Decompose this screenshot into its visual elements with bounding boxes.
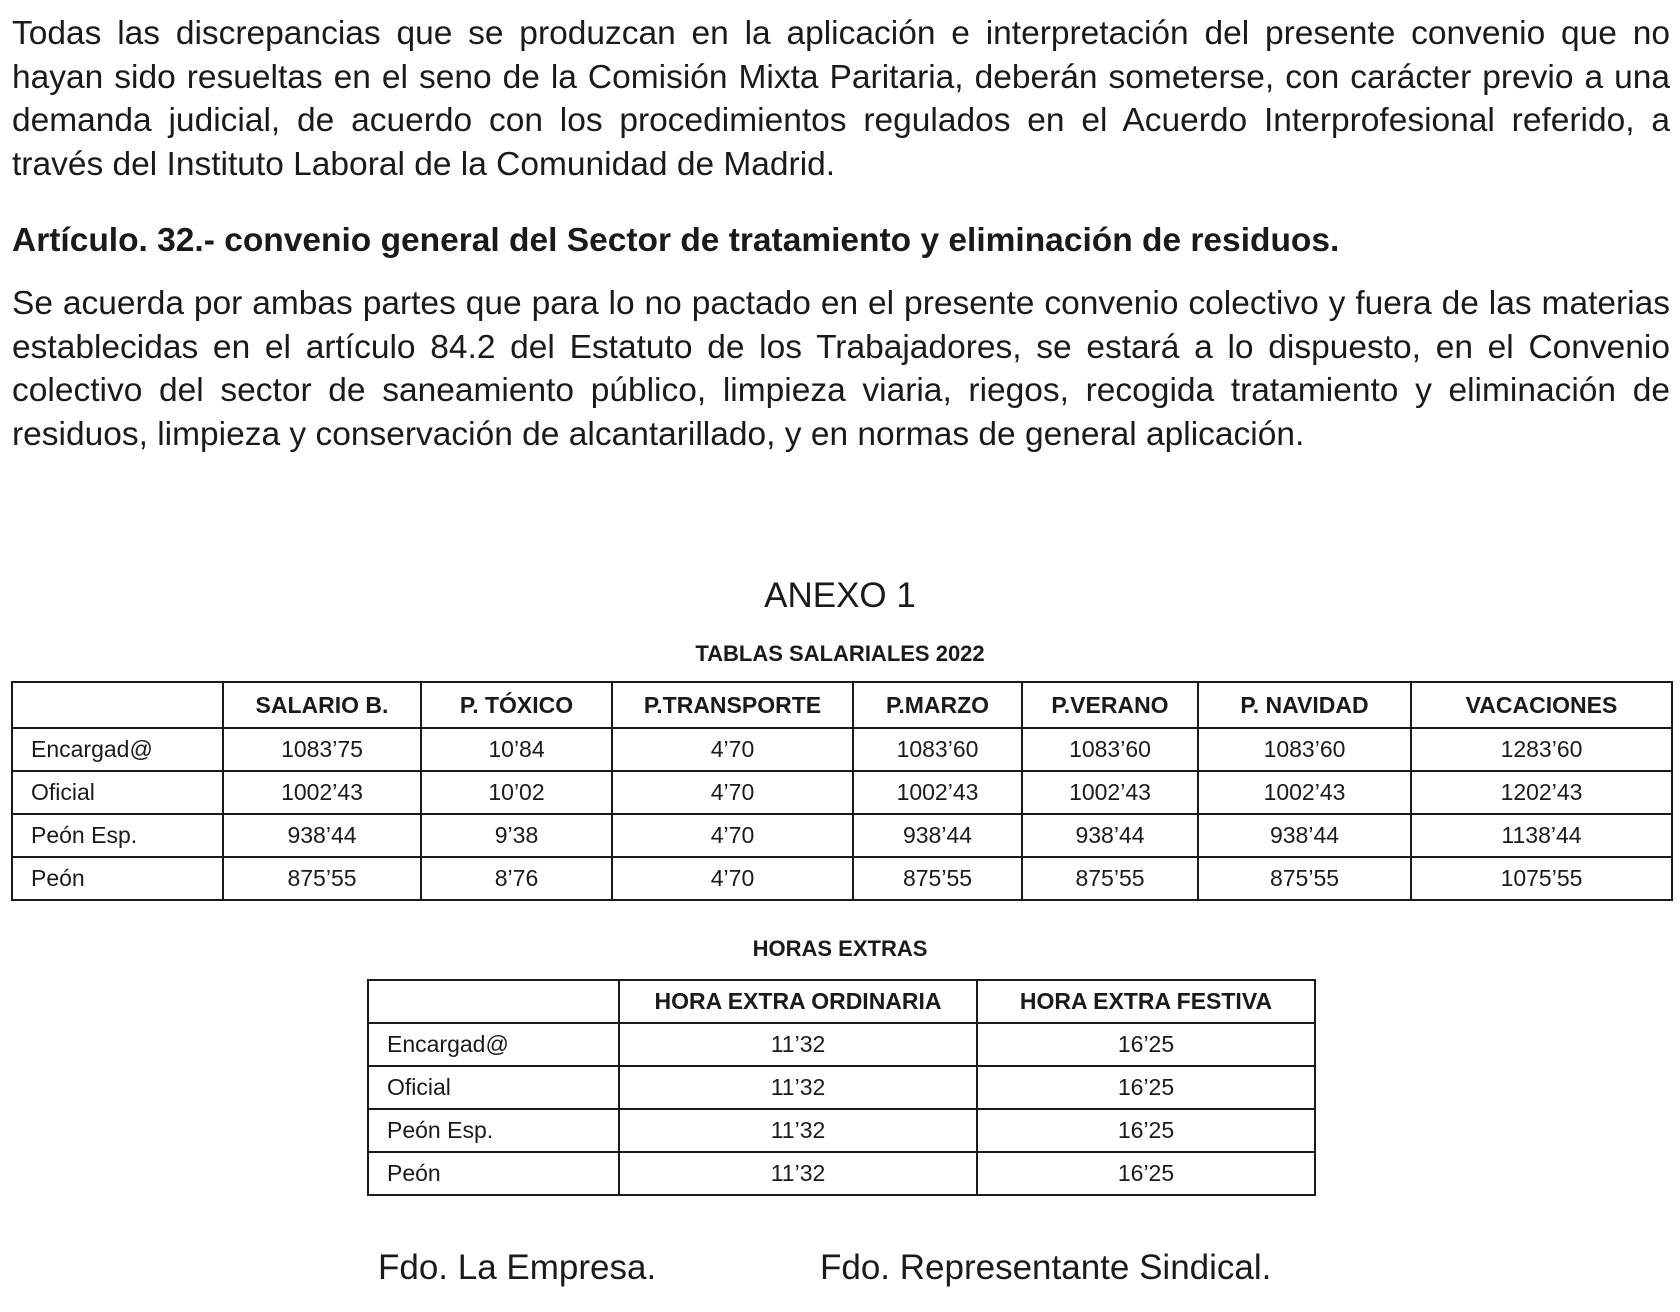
- value-cell: 1002’43: [223, 771, 421, 814]
- overtime-header-row: [368, 980, 1315, 1023]
- value-cell: 10’84: [421, 728, 612, 771]
- value-cell: 938’44: [223, 814, 421, 857]
- value-cell: 16’25: [977, 1109, 1315, 1152]
- table-row: [12, 814, 1672, 857]
- salary-header-cell: P. TÓXICO: [421, 682, 612, 728]
- value-cell: 1002’43: [1022, 771, 1198, 814]
- overtime-header-cell: HORA EXTRA FESTIVA: [977, 980, 1315, 1023]
- overtime-table-caption: HORAS EXTRAS: [752, 936, 928, 961]
- value-cell: 4’70: [612, 728, 853, 771]
- category-cell: Oficial: [368, 1066, 619, 1109]
- category-cell: Peón: [12, 857, 223, 900]
- value-cell: 8’76: [421, 857, 612, 900]
- value-cell: 875’55: [1022, 857, 1198, 900]
- value-cell: 4’70: [612, 771, 853, 814]
- table-row: [368, 1023, 1315, 1066]
- value-cell: 11’32: [619, 1023, 977, 1066]
- value-cell: 1002’43: [853, 771, 1022, 814]
- value-cell: 1075’55: [1411, 857, 1672, 900]
- table-row: [12, 857, 1672, 900]
- table-row: [12, 728, 1672, 771]
- value-cell: 1002’43: [1198, 771, 1411, 814]
- salary-header-cell: SALARIO B.: [223, 682, 421, 728]
- category-cell: Peón Esp.: [368, 1109, 619, 1152]
- category-cell: Oficial: [12, 771, 223, 814]
- value-cell: 16’25: [977, 1066, 1315, 1109]
- value-cell: 10’02: [421, 771, 612, 814]
- value-cell: 938’44: [853, 814, 1022, 857]
- paragraph-discrepancias: Todas las discrepancias que se produzcan en la aplicación e interpretación del presente convenio que no hayan sido resueltas en el seno de la Comisión Mixta Paritaria, deberán someterse, con carácter previo a una demanda judicial, de acuerdo con los procedimientos regulados en el Acuerdo Interprofesional referido, a través del Instituto Laboral de la Comunidad de Madrid.: [12, 15, 1670, 183]
- category-cell: Peón Esp.: [12, 814, 223, 857]
- table-row: [368, 1066, 1315, 1109]
- value-cell: 1083’60: [853, 728, 1022, 771]
- signature-company: Fdo. La Empresa.: [378, 1248, 657, 1287]
- signature-union-representative: Fdo. Representante Sindical.: [820, 1248, 1272, 1287]
- annex-title: ANEXO 1: [764, 576, 916, 615]
- value-cell: 1083’60: [1198, 728, 1411, 771]
- salary-header-row: [12, 682, 1672, 728]
- value-cell: 1083’75: [223, 728, 421, 771]
- overtime-header-cell: HORA EXTRA ORDINARIA: [619, 980, 977, 1023]
- value-cell: 1083’60: [1022, 728, 1198, 771]
- value-cell: 1283’60: [1411, 728, 1672, 771]
- value-cell: 938’44: [1198, 814, 1411, 857]
- category-cell: Encargad@: [12, 728, 223, 771]
- value-cell: 875’55: [223, 857, 421, 900]
- value-cell: 16’25: [977, 1152, 1315, 1195]
- overtime-table: [367, 979, 1316, 1196]
- table-row: [368, 1109, 1315, 1152]
- table-row: [12, 771, 1672, 814]
- value-cell: 11’32: [619, 1066, 977, 1109]
- article-32-heading: Artículo. 32.- convenio general del Sector de tratamiento y eliminación de residuos.: [12, 222, 1340, 259]
- value-cell: 11’32: [619, 1109, 977, 1152]
- category-cell: Peón: [368, 1152, 619, 1195]
- category-cell: Encargad@: [368, 1023, 619, 1066]
- salary-header-cell: VACACIONES: [1411, 682, 1672, 728]
- value-cell: 1202’43: [1411, 771, 1672, 814]
- value-cell: 11’32: [619, 1152, 977, 1195]
- table-row: [368, 1152, 1315, 1195]
- salary-table: [11, 681, 1673, 901]
- paragraph-article-32: Se acuerda por ambas partes que para lo no pactado en el presente convenio colectivo y fuera de las materias establecidas en el artículo 84.2 del Estatuto de los Trabajadores, se estará a lo dispuesto, en el Convenio colectivo del sector de saneamiento público, limpieza viaria, riegos, recogida tratamiento y eliminación de residuos, limpieza y conservación de alcantarillado, y en normas de general aplicación.: [12, 285, 1670, 453]
- salary-header-cell: [12, 682, 223, 728]
- value-cell: 16’25: [977, 1023, 1315, 1066]
- salary-table-caption: TABLAS SALARIALES 2022: [695, 641, 985, 666]
- value-cell: 4’70: [612, 814, 853, 857]
- overtime-header-cell: [368, 980, 619, 1023]
- value-cell: 9’38: [421, 814, 612, 857]
- salary-header-cell: P. NAVIDAD: [1198, 682, 1411, 728]
- value-cell: 875’55: [853, 857, 1022, 900]
- salary-header-cell: P.VERANO: [1022, 682, 1198, 728]
- salary-header-cell: P.TRANSPORTE: [612, 682, 853, 728]
- value-cell: 938’44: [1022, 814, 1198, 857]
- value-cell: 4’70: [612, 857, 853, 900]
- value-cell: 1138’44: [1411, 814, 1672, 857]
- value-cell: 875’55: [1198, 857, 1411, 900]
- salary-header-cell: P.MARZO: [853, 682, 1022, 728]
